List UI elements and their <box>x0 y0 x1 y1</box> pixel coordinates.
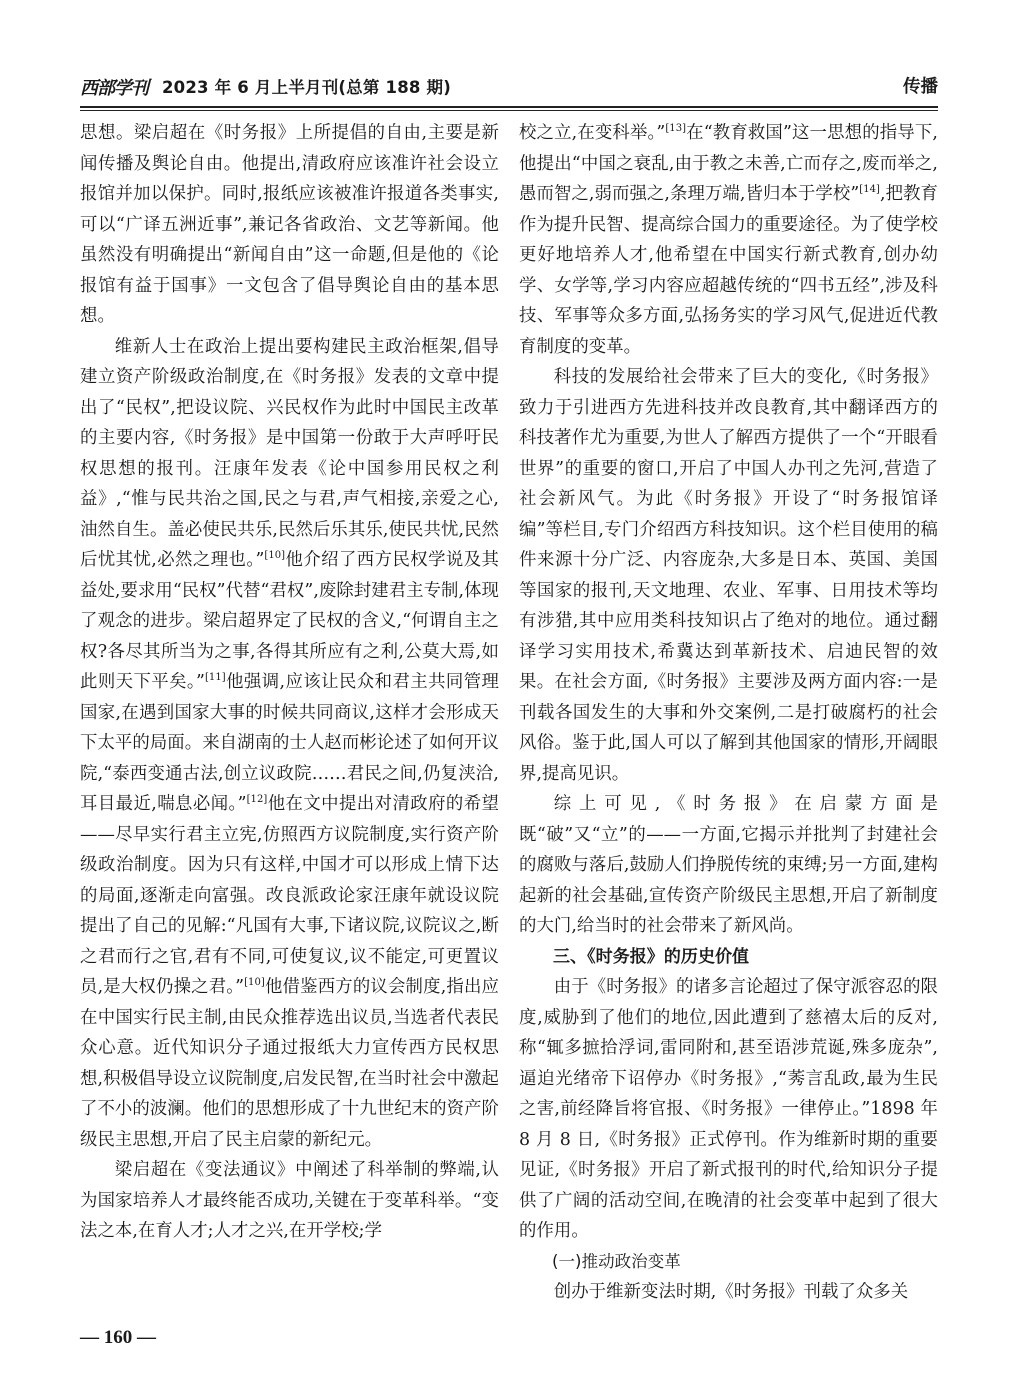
citation-marker: [12] <box>246 794 268 805</box>
citation-marker: [11] <box>204 672 226 683</box>
citation-marker: [14] <box>859 184 880 195</box>
issue-info: 2023 年 6 月上半月刊(总第 188 期) <box>162 78 451 97</box>
paragraph: 校之立,在变科举。”[13]在“教育救国”这一思想的指导下,他提出“中国之衰乱,由于教之未善,亡而存之,废而举之,愚而智之,弱而强之,条理万端,皆归本于学校”[14],把教育作为提升民智、提高综合国力的重要途径。为了使学校更好地培养人才,他希望在中国实行新式教育,创办幼学、女学等,学习内容应超越传统的“四书五经”,涉及科技、军事等众多方面,弘扬务实的学习风气,促进近代教育制度的变革。 <box>519 123 938 357</box>
header-rule-thin <box>80 110 938 111</box>
section-label: 传播 <box>903 77 938 97</box>
paragraph: 维新人士在政治上提出要构建民主政治框架,倡导建立资产阶级政治制度,在《时务报》发表的文章中提出了“民权”,把设议院、兴民权作为此时中国民主改革的主要内容,《时务报》是中国第一份敢于大声呼吁民权思想的报刊。汪康年发表《论中国参用民权之利益》,“惟与民共治之国,民之与君,声气相接,亲爱之心,油然自生。盖必使民共乐,民然后乐其乐,使民共忧,民然后忧其忧,必然之理也。”[10]他介绍了西方民权学说及其益处,要求用“民权”代替“君权”,废除封建君主专制,体现了观念的进步。梁启超界定了民权的含义,“何谓自主之权?各尽其所当为之事,各得其所应有之利,公莫大焉,如此则天下平矣。”[11]他强调,应该让民众和君主共同管理国家,在遇到国家大事的时候共同商议,这样才会形成天下太平的局面。来自湖南的士人赵而彬论述了如何开议院,“泰西变通古法,创立议政院……君民之间,仍复浃洽,耳目最近,喘息必闻。”[12]他在文中提出对清政府的希望——尽早实行君主立宪,仿照西方议院制度,实行资产阶级政治制度。因为只有这样,中国才可以形成上情下达的局面,逐渐走向富强。改良派政论家汪康年就设议院提出了自己的见解:“凡国有大事,下诸议院,议院议之,断之君而行之官,君有不同,可使复议,议不能定,可更置议员,是大权仍操之君。”[10]他借鉴西方的议会制度,指出应在中国实行民主制,由民众推荐选出议员,当选者代表民众心意。近代知识分子通过报纸大力宣传西方民权思想,积极倡导设立议院制度,启发民智,在当时社会中激起了不小的波澜。他们的思想形成了十九世纪末的资产阶级民主思想,开启了民主启蒙的新纪元。 <box>80 336 499 1150</box>
paragraph: 由于《时务报》的诸多言论超过了保守派容忍的限度,威胁到了他们的地位,因此遭到了慈禧太后的反对,称“辄多摭拾浮词,雷同附和,甚至语涉荒诞,殊多庞杂”,逼迫光绪帝下诏停办《时务报》,“莠言乱政,最为生民之害,前经降旨将官报、《时务报》一律停止。”1898 年 8 月 8 日,《时务报》正式停刊。作为维新时期的重要见证,《时务报》开启了新式报刊的时代,给知识分子提供了广阔的活动空间,在晚清的社会变革中起到了很大的作用。 <box>519 977 938 1241</box>
citation-marker: [10] <box>264 550 286 561</box>
paragraph: 综上可见,《时务报》在启蒙方面是既“破”又“立”的——一方面,它揭示并批判了封建社会的腐败与落后,鼓励人们挣脱传统的束缚;另一方面,建构起新的社会基础,宣传资产阶级民主思想,开启了新制度的大门,给当时的社会带来了新风尚。 <box>519 794 938 936</box>
citation-marker: [13] <box>665 123 687 134</box>
journal-logo: 西部学刊 <box>80 78 148 99</box>
paragraph: 梁启超在《变法通议》中阐述了科举制的弊端,认为国家培养人才最终能否成功,关键在于变革科举。“变法之本,在育人才;人才之兴,在开学校;学 <box>80 1160 499 1241</box>
section-heading: 三、《时务报》的历史价值 <box>553 946 750 967</box>
running-header <box>80 72 938 102</box>
subsection-heading: (一)推动政治变革 <box>552 1251 681 1271</box>
paragraph: 科技的发展给社会带来了巨大的变化,《时务报》致力于引进西方先进科技并改良教育,其中翻译西方的科技著作尤为重要,为世人了解西方提供了一个“开眼看世界”的重要的窗口,开启了中国人办刊之先河,营造了社会新风气。为此《时务报》开设了“时务报馆译编”等栏目,专门介绍西方科技知识。这个栏目使用的稿件来源十分广泛、内容庞杂,大多是日本、英国、美国等国家的报刊,天文地理、农业、军事、日用技术等均有涉猎,其中应用类科技知识占了绝对的地位。通过翻译学习实用技术,希冀达到革新技术、启迪民智的效果。在社会方面,《时务报》主要涉及两方面内容:一是刊载各国发生的大事和外交案例,二是打破腐朽的社会风俗。鉴于此,国人可以了解到其他国家的情形,开阔眼界,提高见识。 <box>519 367 938 784</box>
paragraph: 创办于维新变法时期,《时务报》刊载了众多关 <box>553 1282 909 1302</box>
paragraph: 思想。梁启超在《时务报》上所提倡的自由,主要是新闻传播及舆论自由。他提出,清政府应该准许社会设立报馆并加以保护。同时,报纸应该被准许报道各类事实,可以“广译五洲近事”,兼记各省政治、文艺等新闻。他虽然没有明确提出“新闻自由”这一命题,但是他的《论报馆有益于国事》一文包含了倡导舆论自由的基本思想。 <box>80 123 499 326</box>
citation-marker: [10] <box>244 977 265 988</box>
page-number: — 160 — <box>80 1327 156 1348</box>
right-column <box>519 118 938 1308</box>
left-column <box>80 118 499 1247</box>
header-rule-thick <box>80 106 938 108</box>
